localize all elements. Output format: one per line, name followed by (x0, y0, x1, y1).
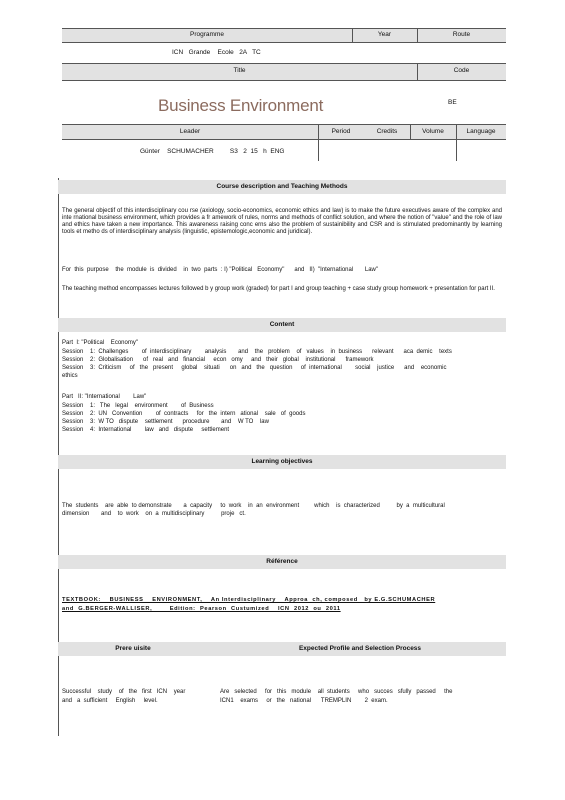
part1-title: Part I: "Political Economy" (62, 340, 138, 346)
session-line: Session 3: Criticism of the present global situati on and the question of international social justice and economic (62, 365, 447, 371)
language-label: Language (466, 128, 496, 135)
section-heading-content: Content (58, 318, 506, 332)
prereq-text-1: Successful study of the first ICN year (62, 689, 186, 695)
session-line: Session 2: UN Convention of contracts for the intern ational sale of goods (62, 411, 306, 417)
expected-text-2: ICN1 exams or the national TREMPLIN 2 exam. (220, 698, 388, 704)
table-border (62, 80, 506, 81)
prereq-heading: Prere uisite (115, 645, 151, 652)
course-title: Business Environment (158, 96, 324, 115)
table-border (62, 28, 506, 29)
teaching-methods: The teaching method encompasses lectures followed b y group work (graded) for part I and group teaching + case study group homework + presentation for part II. (62, 286, 495, 292)
part2-title: Part II: "International Law" (62, 394, 147, 400)
table-border (62, 42, 506, 43)
session-line: Session 1: The legal environment of Business (62, 403, 214, 409)
route-label: Route (452, 31, 471, 38)
year-label: Year (377, 31, 392, 38)
course-parts: For this purpose the module is divided in two parts : I) "Political Economy" and II) "International Law" (62, 267, 378, 273)
leader-value: Günter SCHUMACHER S3 2 15 h ENG (140, 148, 285, 155)
table-border (62, 63, 506, 64)
title-label: Title (233, 67, 246, 74)
section-heading-reference: Référence (58, 555, 506, 569)
session-line: Session 2: Globalisation of real and financial econ omy and their global institutional framework (62, 357, 374, 363)
course-code: BE (448, 99, 457, 106)
period-label: Period (331, 128, 351, 135)
programme-value: ICN Grande Ecole 2A TC (172, 49, 261, 56)
table-border (62, 139, 506, 140)
leader-label: Leader (179, 128, 201, 135)
table-border (62, 124, 506, 125)
expected-text-1: Are selected for this module all students who succes sfully passed the (220, 689, 453, 695)
session-line: Session 4: International law and dispute settlement (62, 427, 230, 433)
expected-heading: Expected Profile and Selection Process (298, 645, 422, 652)
reference-line-2: and G.BERGER-WALLISER, Edition: Pearson Custumized ICN 2012 ou 2011 (62, 606, 341, 612)
session-line: ethics (62, 373, 78, 379)
reference-line-1: TEXTBOOK: BUSINESS ENVIRONMENT, An Interdisciplinary Approa ch, composed by E.G.SCHUMACHER (62, 597, 436, 603)
programme-label: Programme (190, 31, 224, 38)
course-description: The general objectif of this interdisciplinary cou rse (axiology, socio-economics, economic ethics and law) is to make the future executives aware of the complex and inte rnational business environment, which provides a fr amework of rules, norms and methods of conflict solution, and where the notion of "value" and the role of law and ethics have taken a new importance. This awareness raising conc erns also the problem of sustainibility and CSR and is stimulated predominantly by learning tools et metho ds of interdisciplinary analysis (linguistic, epistemologic,economic and juridical). (62, 208, 504, 235)
objectives-text-2: dimension and to work on a multidisciplinary proje ct. (62, 511, 246, 517)
session-line: Session 3: W TO dispute settlement procedure and W TO law (62, 419, 269, 425)
session-line: Session 1: Challenges of interdisciplinary analysis and the problem of values in business relevant aca demic texts (62, 349, 452, 355)
prereq-text-2: and a sufficient English level. (62, 698, 158, 704)
volume-label: Volume (422, 128, 444, 135)
credits-label: Credits (376, 128, 398, 135)
objectives-text: The students are able to demonstrate a capacity to work in an environment which is characterized by a multicultural (62, 503, 445, 509)
section-heading-objectives: Learning objectives (58, 455, 506, 469)
code-label: Code (453, 67, 470, 74)
section-heading-course: Course description and Teaching Methods (58, 180, 506, 194)
